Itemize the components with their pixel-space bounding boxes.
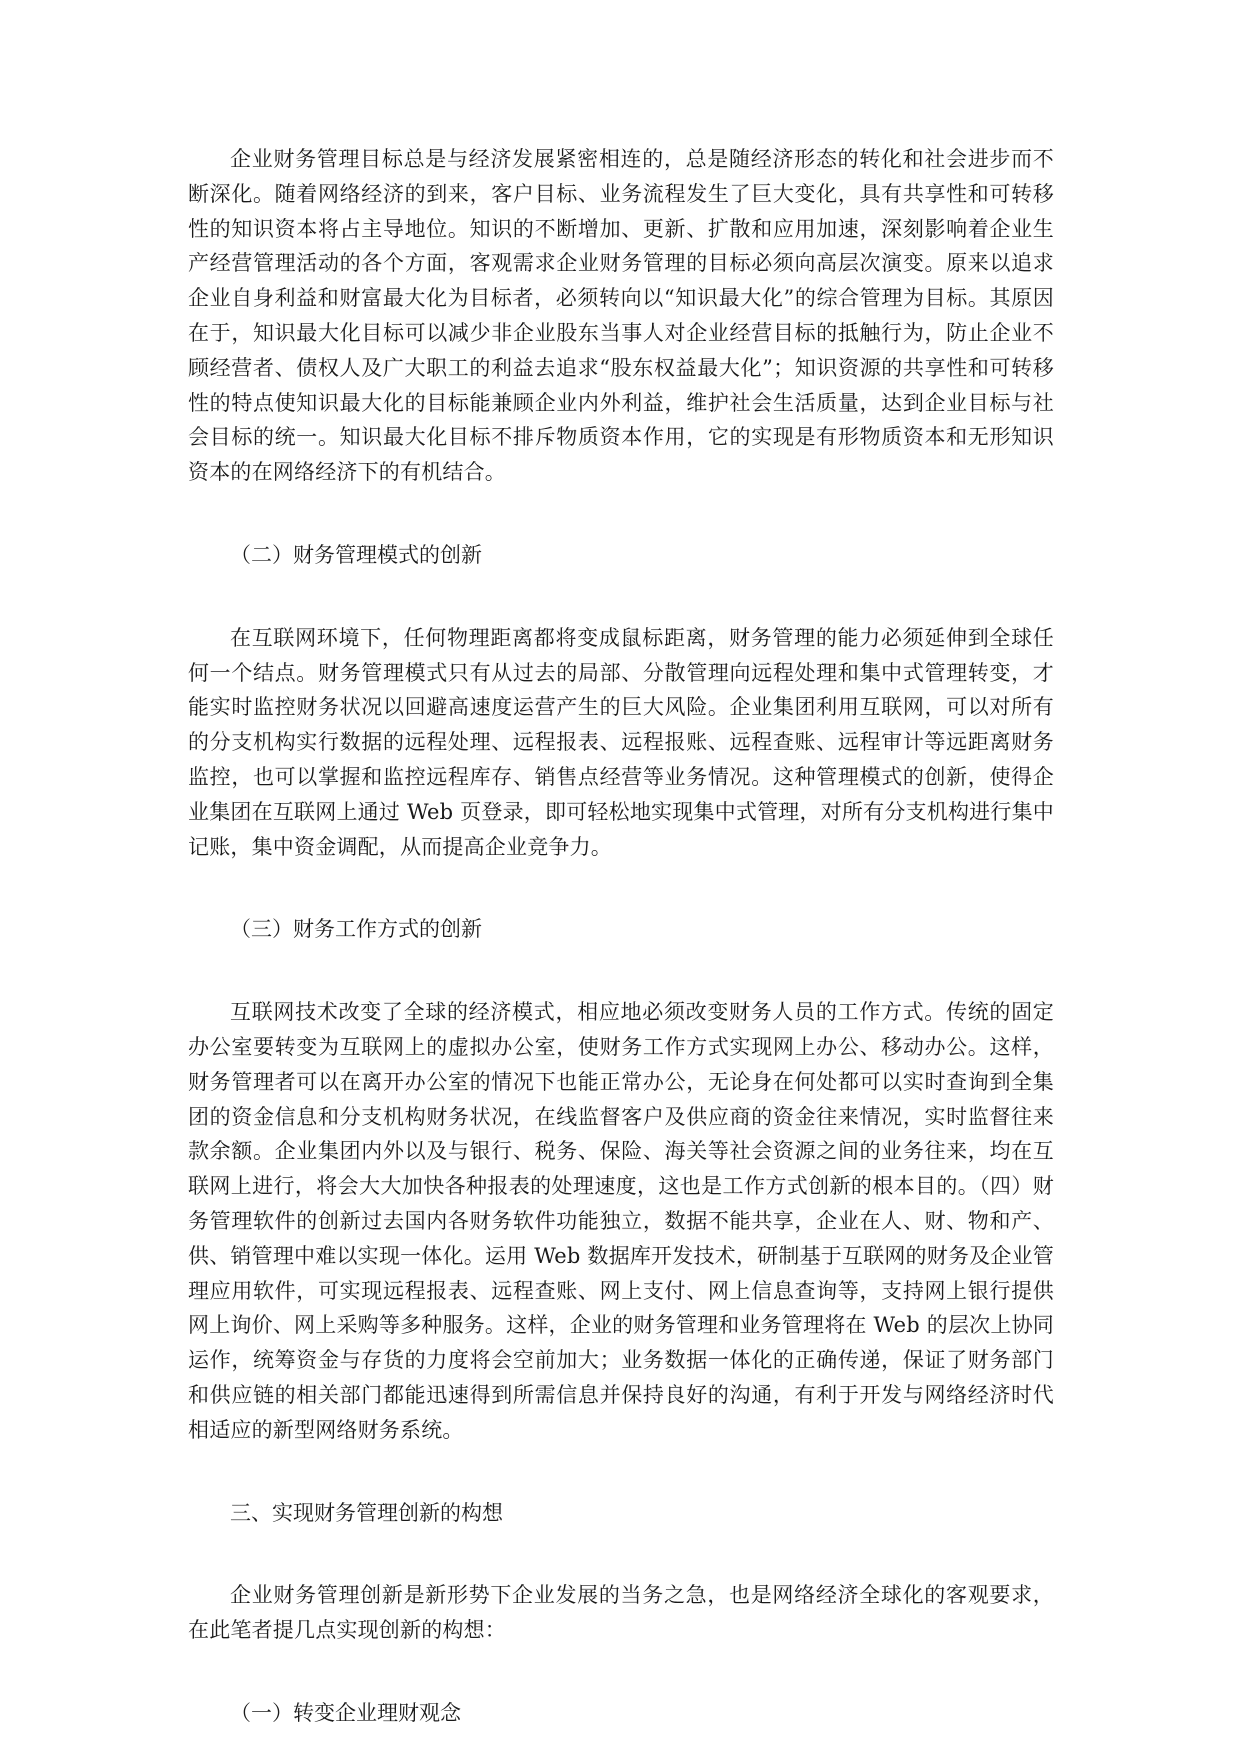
paragraph-management-mode: 在互联网环境下，任何物理距离都将变成鼠标距离，财务管理的能力必须延伸到全球任何一个结点。财务管理模式只有从过去的局部、分散管理向远程处理和集中式管理转变，才能实时监控财务状况以回避高速度运营产生的巨大风险。企业集团利用互联网，可以对所有的分支机构实行数据的远程处理、远程报表、远程报账、远程查账、远程审计等远距离财务监控，也可以掌握和监控远程库存、销售点经营等业务情况。这种管理模式的创新，使得企业集团在互联网上通过 Web 页登录，即可轻松地实现集中式管理，对所有分支机构进行集中记账，集中资金调配，从而提高企业竞争力。 <box>188 625 1054 859</box>
spacer <box>188 864 1054 912</box>
document-page <box>188 142 1054 1731</box>
heading-change-concept: （一）转变企业理财观念 <box>230 1700 461 1725</box>
spacer <box>188 1530 1054 1578</box>
spacer <box>188 1448 1054 1496</box>
paragraph-financial-goal: 企业财务管理目标总是与经济发展紧密相连的，总是随经济形态的转化和社会进步而不断深化。随着网络经济的到来，客户目标、业务流程发生了巨大变化，具有共享性和可转移性的知识资本将占主导地位。知识的不断增加、更新、扩散和应用加速，深刻影响着企业生产经营管理活动的各个方面，客观需求企业财务管理的目标必须向高层次演变。原来以追求企业自身利益和财富最大化为目标者，必须转向以“知识最大化”的综合管理为目标。其原因在于，知识最大化目标可以减少非企业股东当事人对企业经营目标的抵触行为，防止企业不顾经营者、债权人及广大职工的利益去追求“股东权益最大化”；知识资源的共享性和可转移性的特点使知识最大化的目标能兼顾企业内外利益，维护社会生活质量，达到企业目标与社会目标的统一。知识最大化目标不排斥物质资本作用，它的实现是有形物质资本和无形知识资本的在网络经济下的有机结合。 <box>188 147 1054 485</box>
paragraph-innovation-ideas: 企业财务管理创新是新形势下企业发展的当务之急，也是网络经济全球化的客观要求，在此笔者提几点实现创新的构想： <box>188 1583 1054 1643</box>
paragraph-work-method: 互联网技术改变了全球的经济模式，相应地必须改变财务人员的工作方式。传统的固定办公室要转变为互联网上的虚拟办公室，使财务工作方式实现网上办公、移动办公。这样，财务管理者可以在离开办公室的情况下也能正常办公，无论身在何处都可以实时查询到全集团的资金信息和分支机构财务状况，在线监督客户及供应商的资金往来情况，实时监督往来款余额。企业集团内外以及与银行、税务、保险、海关等社会资源之间的业务往来，均在互联网上进行，将会大大加快各种报表的处理速度，这也是工作方式创新的根本目的。（四）财务管理软件的创新过去国内各财务软件功能独立，数据不能共享，企业在人、财、物和产、供、销管理中难以实现一体化。运用 Web 数据库开发技术，研制基于互联网的财务及企业管理应用软件，可实现远程报表、远程查账、网上支付、网上信息查询等，支持网上银行提供网上询价、网上采购等多种服务。这样，企业的财务管理和业务管理将在 Web 的层次上协同运作，统筹资金与存货的力度将会空前加大；业务数据一体化的正确传递，保证了财务部门和供应链的相关部门都能迅速得到所需信息并保持良好的沟通，有利于开发与网络经济时代相适应的新型网络财务系统。 <box>188 1000 1054 1442</box>
heading-innovation-ideas: 三、实现财务管理创新的构想 <box>230 1500 503 1525</box>
spacer <box>188 490 1054 538</box>
spacer <box>188 573 1054 621</box>
spacer <box>188 1648 1054 1696</box>
heading-work-method: （三）财务工作方式的创新 <box>230 917 482 942</box>
heading-management-mode: （二）财务管理模式的创新 <box>230 542 482 567</box>
spacer <box>188 947 1054 995</box>
